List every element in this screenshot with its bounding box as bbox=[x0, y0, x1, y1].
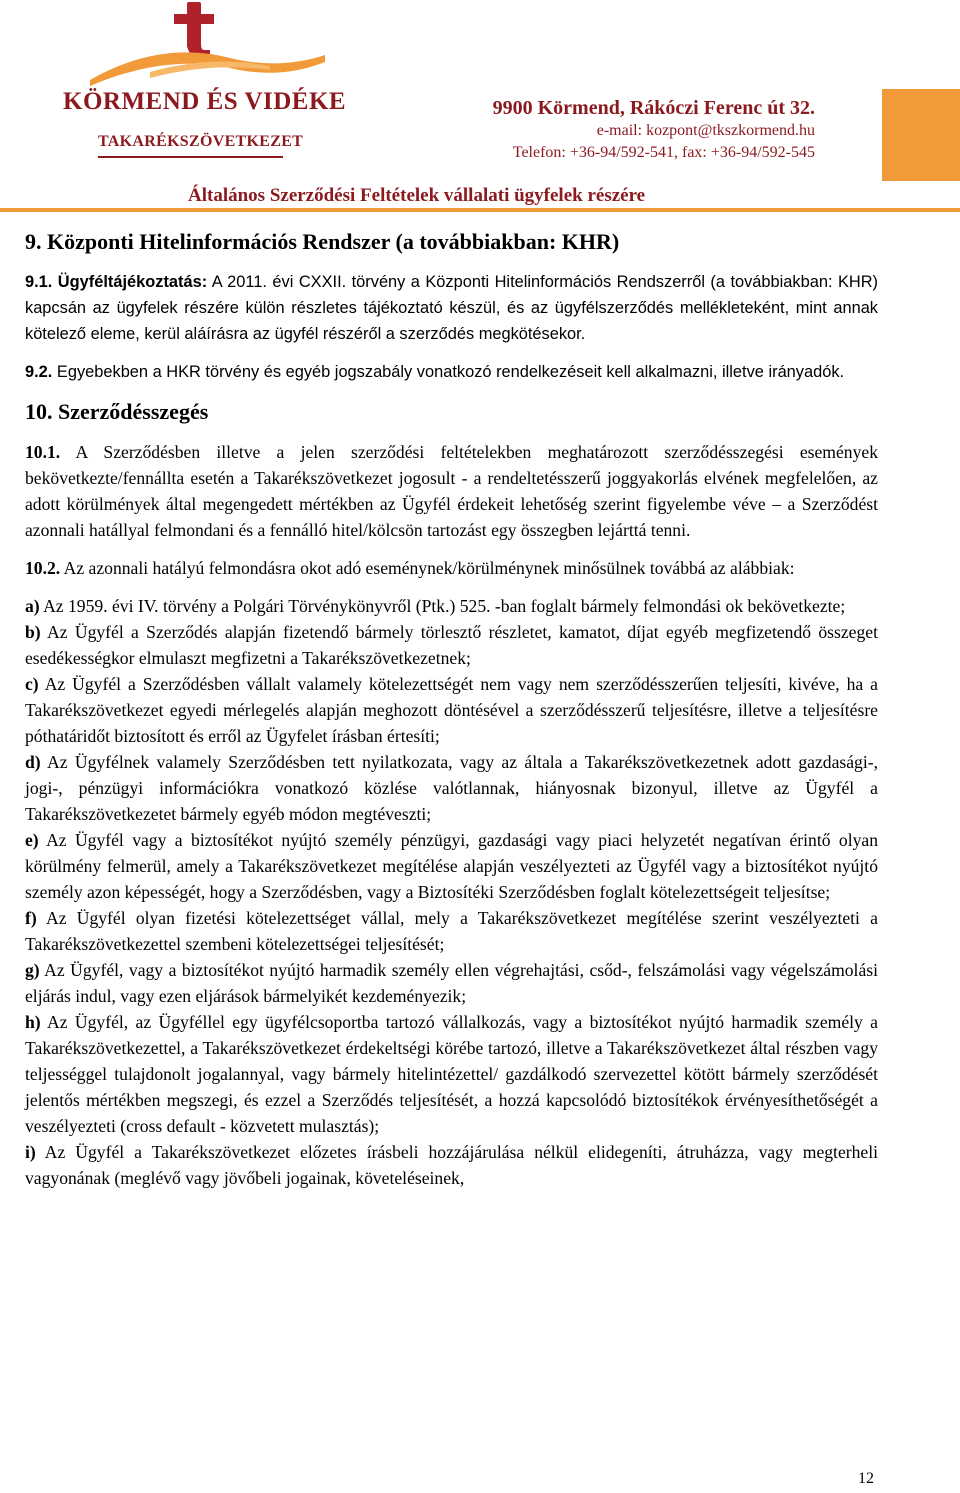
list-item bbox=[25, 827, 878, 905]
paragraph-9-1 bbox=[25, 269, 878, 347]
page-header bbox=[0, 0, 960, 215]
list-item bbox=[25, 593, 878, 619]
item-label: i) bbox=[25, 1142, 36, 1162]
item-text: Az 1959. évi IV. törvény a Polgári Törvénykönyvről (Ptk.) 525. -ban foglalt bármely felmondási ok bekövetkezte; bbox=[43, 596, 846, 616]
phone-fax: Telefon: +36-94/592-541, fax: +36-94/592-545 bbox=[512, 144, 815, 161]
item-text: Az Ügyfélnek valamely Szerződésben tett nyilatkozata, vagy az általa a Takarékszövetkezetnek adott gazdasági-, jogi-, pénzügyi információkra vonatkozó közlése valótlannak, hiányosnak bizonyul, illetve az Ügyfél a Takarékszövetkezetet bármely egyéb módon megtéveszti; bbox=[25, 752, 878, 824]
list-item bbox=[25, 1009, 878, 1139]
document-subtitle: Általános Szerződési Feltételek vállalati ügyfelek részére bbox=[188, 185, 646, 206]
item-label: b) bbox=[25, 622, 41, 642]
item-label: c) bbox=[25, 674, 39, 694]
paragraph-10-1-text: A Szerződésben illetve a jelen szerződési feltételekben meghatározott szerződésszegési események bekövetkezte/fennállta esetén a Takarékszövetkezet jogosult - a rendeltetésszerű joggyakorlás elvének megfelelően, az adott körülmények által megengedett mértékben az Ügyfél érdekeit lehetőség szerint figyelembe véve – a Szerződést azonnali hatállyal felmondani és a fennálló hitel/kölcsön tartozást egy összegben lejárttá tenni. bbox=[25, 442, 878, 540]
list-item bbox=[25, 671, 878, 749]
paragraph-10-2-text: Az azonnali hatályú felmondásra okot adó eseménynek/körülménynek minősülnek továbbá az alábbiak: bbox=[63, 558, 795, 578]
list-item bbox=[25, 749, 878, 827]
item-text: Az Ügyfél olyan fizetési kötelezettséget vállal, mely a Takarékszövetkezet megítélése szerint veszélyezteti a Takarékszövetkezettel szembeni kötelezettségei teljesítését; bbox=[25, 908, 878, 954]
item-label: g) bbox=[25, 960, 40, 980]
section-9-title: 9. Központi Hitelinformációs Rendszer (a továbbiakban: KHR) bbox=[25, 229, 620, 254]
item-label: a) bbox=[25, 596, 40, 616]
list-item bbox=[25, 957, 878, 1009]
email-link[interactable]: e-mail: kozpont@tkszkormend.hu bbox=[596, 122, 815, 139]
list-item bbox=[25, 619, 878, 671]
logo-name: KÖRMEND ÉS VIDÉKE bbox=[63, 88, 347, 115]
item-text: Az Ügyfél, az Ügyféllel egy ügyfélcsoportba tartozó vállalkozás, vagy a biztosítékot nyújtó harmadik személy a Takarékszövetkezettel, a Takarékszövetkezet érdekeltségi körébe tartozó, illetve a Takarékszövetkezet által részben vagy teljességgel tulajdonolt jogalannyal, vagy bármely hitelintézettel/ gazdálkodó szervezettel kötött bármely szerződését jelentős mértékben megszegi, és ezzel a Szerződés teljesítését, a hozzá kapcsolódó biztosítékok érvényesíthetőségét a veszélyezteti (cross default - közvetett mulasztás); bbox=[25, 1012, 878, 1136]
takarek-logo-icon bbox=[70, 0, 340, 90]
header-divider bbox=[0, 208, 960, 212]
paragraph-10-2-number: 10.2. bbox=[25, 558, 61, 578]
section-10-title: 10. Szerződésszegés bbox=[25, 399, 209, 424]
logo-underline bbox=[98, 156, 283, 158]
paragraph-9-1-number: 9.1. Ügyféltájékoztatás: bbox=[25, 273, 208, 291]
item-text: Az Ügyfél a Takarékszövetkezet előzetes írásbeli hozzájárulása nélkül elidegeníti, átruházza, vagy megterheli vagyonának (meglévő vagy jövőbeli jogainak, követeléseinek, bbox=[25, 1142, 878, 1188]
address: 9900 Körmend, Rákóczi Ferenc út 32. bbox=[492, 97, 815, 119]
item-label: d) bbox=[25, 752, 41, 772]
item-text: Az Ügyfél, vagy a biztosítékot nyújtó harmadik személy ellen végrehajtási, csőd-, felszámolási vagy végelszámolási eljárás indul, vagy ezen eljárások bármelyikét kezdeményezik; bbox=[25, 960, 878, 1006]
item-label: h) bbox=[25, 1012, 41, 1032]
logo-subtitle: TAKARÉKSZÖVETKEZET bbox=[98, 133, 304, 150]
item-text: Az Ügyfél vagy a biztosítékot nyújtó személy pénzügyi, gazdasági vagy piaci helyzetét negatívan érintő olyan körülmény felmerül, amely a Takarékszövetkezet megítélése alapján veszélyezteti az Ügyfél vagy a biztosítékot nyújtó személy azon képességét, hogy a Szerződésben, vagy a Biztosítéki Szerződésben foglalt kötelezettségeit teljesítse; bbox=[25, 830, 878, 902]
item-label: e) bbox=[25, 830, 39, 850]
page-number: 12 bbox=[858, 1470, 874, 1487]
item-label: f) bbox=[25, 908, 37, 928]
paragraph-9-1-text: A 2011. évi CXXII. törvény a Központi Hitelinformációs Rendszerről (a továbbiakban: KHR) kapcsán az ügyfelek részére külön részletes tájékoztató készül, és az ügyfélszerződés mellékleteként, mint annak kötelező eleme, kerül aláírásra az ügyfél részéről a szerződés megkötésekor. bbox=[25, 273, 879, 343]
item-text: Az Ügyfél a Szerződésben vállalt valamely kötelezettségét nem vagy nem szerződésszerűen teljesíti, kivéve, ha a Takarékszövetkezet egyedi mérlegelés alapján meghozott döntésével a szerződésszerű teljesítésre, illetve a teljesítésre póthatáridőt biztosított és erről az Ügyfelet írásban értesíti; bbox=[25, 674, 878, 746]
contact-block bbox=[493, 96, 815, 164]
paragraph-10-1-number: 10.1. bbox=[25, 442, 61, 462]
paragraph-9-2 bbox=[25, 359, 878, 385]
list-item bbox=[25, 905, 878, 957]
document-body bbox=[25, 227, 878, 1191]
paragraph-10-2 bbox=[25, 555, 878, 581]
list-item bbox=[25, 1139, 878, 1191]
paragraph-9-2-text: Egyebekben a HKR törvény és egyéb jogszabály vonatkozó rendelkezéseit kell alkalmazni, illetve irányadók. bbox=[56, 363, 845, 381]
item-text: Az Ügyfél a Szerződés alapján fizetendő bármely törlesztő részletet, kamatot, díjat egyéb megfizetendő összeget esedékességkor elmulaszt megfizetni a Takarékszövetkezetnek; bbox=[25, 622, 878, 668]
orange-accent-box bbox=[882, 89, 960, 181]
paragraph-10-1 bbox=[25, 439, 878, 543]
paragraph-9-2-number: 9.2. bbox=[25, 363, 53, 381]
list-items bbox=[25, 593, 878, 1191]
